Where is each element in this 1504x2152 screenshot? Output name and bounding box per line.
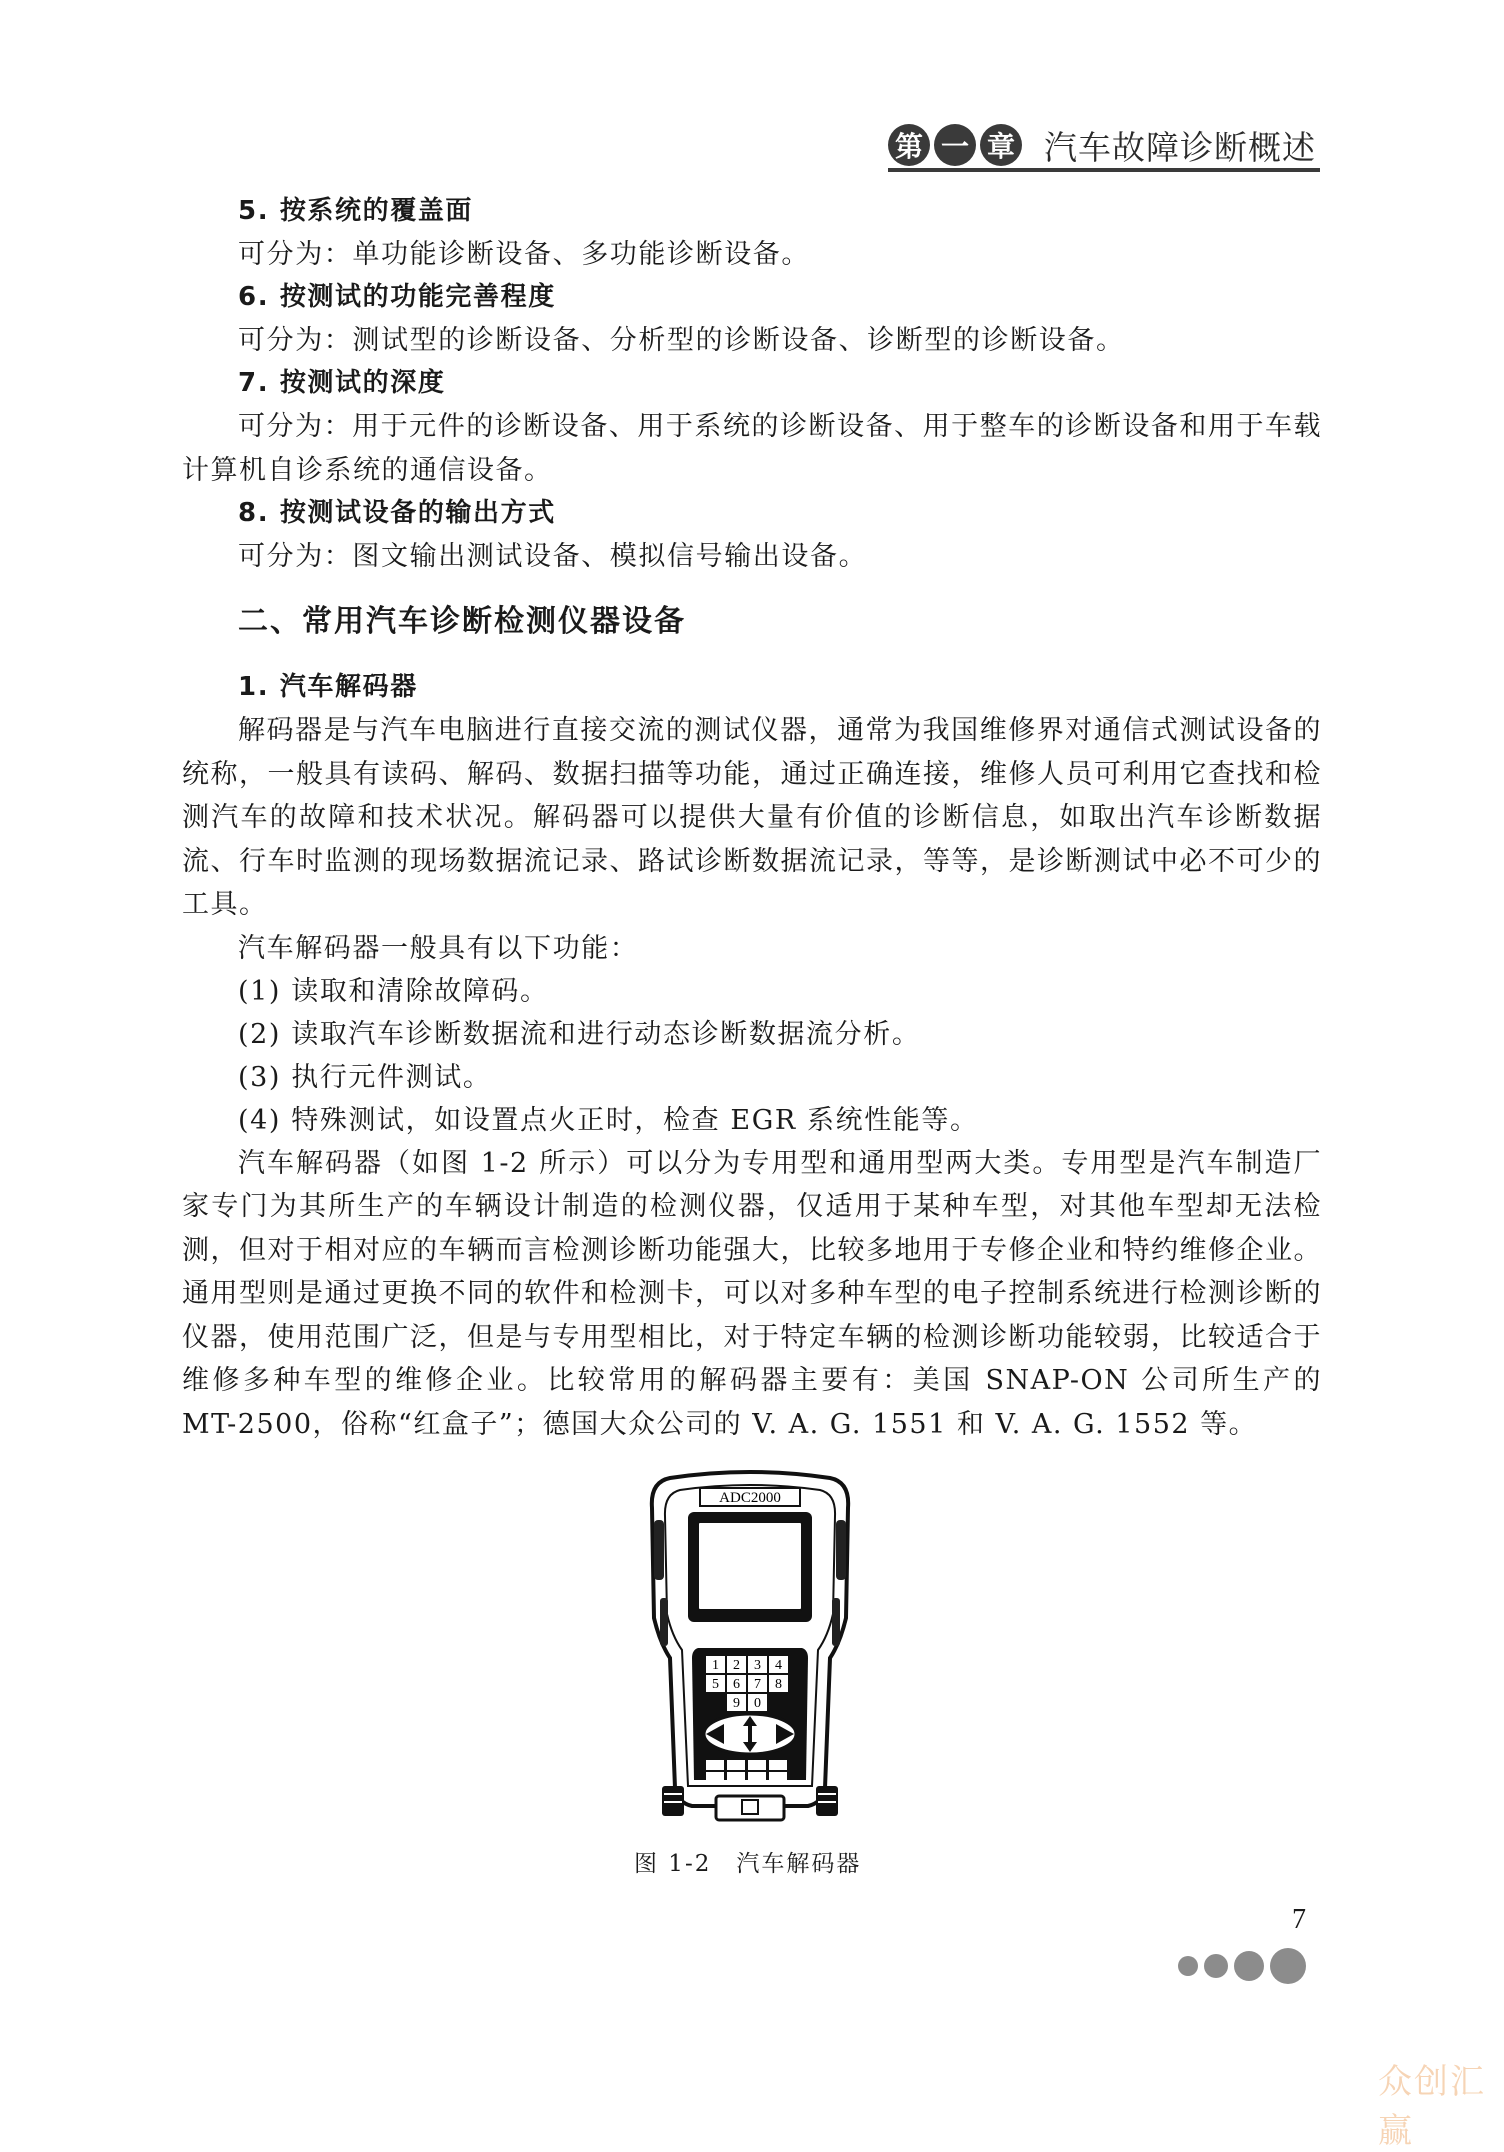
ornament-dot — [1178, 1956, 1198, 1976]
key-label: 1 — [712, 1658, 719, 1673]
connector-pin — [742, 1800, 758, 1814]
key-label: 6 — [733, 1677, 740, 1692]
header-rule — [888, 168, 1320, 172]
function-item-4: (4) 特殊测试，如设置点火正时，检查 EGR 系统性能等。 — [238, 1104, 979, 1136]
right-grip-lower — [832, 1598, 840, 1646]
chapter-char-3: 章 — [980, 124, 1022, 166]
subsection-1-title: 1. 汽车解码器 — [238, 672, 418, 702]
fn-key — [769, 1772, 787, 1780]
decoder-device-illustration — [640, 1468, 860, 1828]
section-8-text: 可分为：图文输出测试设备、模拟信号输出设备。 — [238, 541, 868, 572]
section-6-text: 可分为：测试型的诊断设备、分析型的诊断设备、诊断型的诊断设备。 — [238, 325, 1125, 356]
key-label: 3 — [754, 1658, 761, 1673]
fn-key — [706, 1760, 724, 1770]
key-label: 0 — [754, 1696, 761, 1711]
key-label: 7 — [754, 1677, 761, 1692]
figure-caption: 图 1-2 汽车解码器 — [634, 1851, 862, 1877]
paragraph-2: 汽车解码器一般具有以下功能： — [238, 932, 639, 964]
watermark: 众创汇赢 — [1378, 2062, 1486, 2151]
function-item-1: (1) 读取和清除故障码。 — [238, 975, 549, 1007]
decoder-figure — [640, 1468, 860, 1828]
function-item-3: (3) 执行元件测试。 — [238, 1061, 492, 1093]
key-label: 5 — [712, 1677, 719, 1692]
page-dots-ornament — [1178, 1948, 1306, 1984]
function-item-2: (2) 读取汽车诊断数据流和进行动态诊断数据流分析。 — [238, 1018, 921, 1050]
section-8-title: 8. 按测试设备的输出方式 — [238, 498, 556, 528]
part-2-heading: 二、常用汽车诊断检测仪器设备 — [238, 604, 686, 639]
chapter-char-2: 一 — [934, 124, 976, 166]
fn-key — [727, 1760, 745, 1770]
device-label: ADC2000 — [719, 1490, 781, 1506]
ornament-dot — [1270, 1948, 1306, 1984]
screen — [698, 1522, 802, 1610]
ornament-dot — [1204, 1954, 1228, 1978]
fn-key — [748, 1760, 766, 1770]
key-label: 2 — [733, 1658, 740, 1673]
chapter-header — [888, 118, 1316, 172]
fn-key — [706, 1772, 724, 1780]
page-body — [182, 190, 1322, 1446]
paragraph-1: 解码器是与汽车电脑进行直接交流的测试仪器，通常为我国维修界对通信式测试设备的统称，一般具有读码、解码、数据扫描等功能，通过正确连接，维修人员可利用它查找和检测汽车的故障和技术状况。解码器可以提供大量有价值的诊断信息，如取出汽车诊断数据流、行车时监测的现场数据流记录、路试诊断数据流记录，等等，是诊断测试中必不可少的工具。 — [182, 715, 1322, 920]
fn-key — [748, 1772, 766, 1780]
section-5-title: 5. 按系统的覆盖面 — [238, 196, 474, 226]
arrow-shaft — [748, 1724, 752, 1744]
section-7-text: 可分为：用于元件的诊断设备、用于系统的诊断设备、用于整车的诊断设备和用于车载计算机自诊系统的通信设备。 — [182, 411, 1322, 486]
key-label: 8 — [775, 1677, 782, 1692]
section-7-title: 7. 按测试的深度 — [238, 368, 446, 398]
section-6-title: 6. 按测试的功能完善程度 — [238, 282, 556, 312]
paragraph-3: 汽车解码器（如图 1-2 所示）可以分为专用型和通用型两大类。专用型是汽车制造厂家专门为其所生产的车辆设计制造的检测仪器，仅适用于某种车型，对其他车型却无法检测，但对于相对应的车辆而言检测诊断功能强大，比较多地用于专修企业和特约维修企业。通用型则是通过更换不同的软件和检测卡，可以对多种车型的电子控制系统进行检测诊断的仪器，使用范围广泛，但是与专用型相比，对于特定车辆的检测诊断功能较弱，比较适合于维修多种车型的维修企业。比较常用的解码器主要有：美国 SNAP-ON 公司所生产的 MT-2500，俗称“红盒子”；德国大众公司的 V. A. G. 1551 和 V. A. G. 1552 等。 — [182, 1147, 1322, 1440]
fn-key — [769, 1760, 787, 1770]
left-grip — [654, 1520, 664, 1580]
right-grip — [836, 1520, 846, 1580]
chapter-title: 汽车故障诊断概述 — [1044, 127, 1316, 167]
left-grip-lower — [660, 1598, 668, 1646]
chapter-char-1: 第 — [888, 124, 930, 166]
key-label: 9 — [733, 1696, 740, 1711]
key-label: 4 — [775, 1658, 782, 1673]
ornament-dot — [1234, 1951, 1264, 1981]
page-number: 7 — [1292, 1904, 1306, 1935]
fn-key — [727, 1772, 745, 1780]
section-5-text: 可分为：单功能诊断设备、多功能诊断设备。 — [238, 239, 810, 270]
